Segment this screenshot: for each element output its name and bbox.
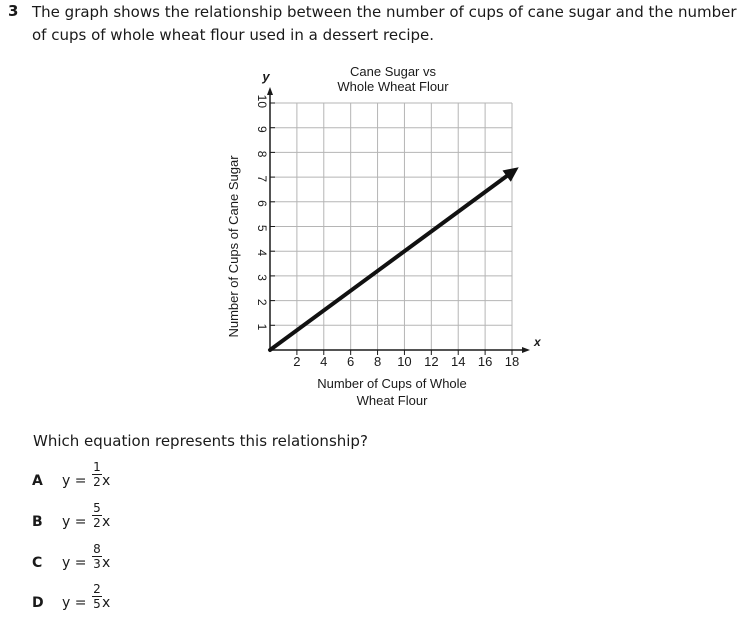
fraction-numerator: 2 [93,582,101,596]
y-tick-label: 3 [255,274,269,281]
x-axis-arrow [522,347,530,353]
x-axis-label-line: Wheat Flour [356,393,428,408]
y-tick-label: 2 [255,298,269,306]
y-axis-label: Number of Cups of Cane Sugar [226,155,241,338]
answer-option-c[interactable] [32,544,232,584]
option-letter: C [32,555,43,571]
answer-option-d[interactable] [32,584,232,624]
question-number: 3 [8,2,19,20]
y-tick-label: 6 [255,200,269,207]
x-tick-label: 10 [397,354,412,369]
x-axis-letter: x [534,335,541,349]
x-tick-label: 12 [424,354,439,369]
fraction-denominator: 3 [93,557,101,571]
chart-title-line: Whole Wheat Flour [337,79,449,94]
option-letter: A [32,473,43,489]
y-tick-label: 5 [255,224,269,232]
y-tick-label: 9 [255,126,269,133]
option-equation-prefix: y = [62,473,87,489]
option-letter: D [32,595,44,611]
chart-container [220,58,550,418]
x-tick-label: 4 [320,354,328,369]
option-equation-prefix: y = [62,555,87,571]
option-variable: x [102,555,111,571]
x-tick-label: 16 [477,354,493,369]
fraction-numerator: 8 [93,542,101,556]
y-tick-label: 1 [255,323,269,331]
x-tick-label: 18 [504,354,520,369]
fraction-numerator: 5 [93,501,101,515]
answer-option-b[interactable] [32,503,232,543]
option-equation-prefix: y = [62,514,87,530]
y-tick-label: 8 [255,150,269,158]
x-axis-label-line: Number of Cups of Whole [317,376,467,391]
fraction-denominator: 2 [93,516,101,530]
option-letter: B [32,514,43,530]
chart-svg [220,58,550,418]
option-equation-prefix: y = [62,595,87,611]
answer-prompt: Which equation represents this relationship? [33,432,368,450]
question-text: The graph shows the relationship between the number of cups of cane sugar and the number of cups of whole wheat flour used in a dessert recipe. [32,3,737,44]
y-tick-label: 7 [255,175,269,183]
option-variable: x [102,473,111,489]
x-tick-label: 6 [347,354,355,369]
fraction-denominator: 5 [93,597,101,611]
option-variable: x [102,595,111,611]
answer-option-a[interactable] [32,462,232,502]
x-tick-label: 2 [293,354,301,369]
y-tick-label: 10 [255,94,269,108]
fraction-denominator: 2 [93,475,101,489]
option-variable: x [102,514,111,530]
chart-title-line: Cane Sugar vs [350,64,436,79]
x-tick-label: 14 [450,354,466,369]
fraction-numerator: 1 [93,460,101,474]
y-axis-letter: y [262,69,270,84]
y-tick-label: 4 [255,249,269,257]
x-tick-label: 8 [373,354,382,369]
